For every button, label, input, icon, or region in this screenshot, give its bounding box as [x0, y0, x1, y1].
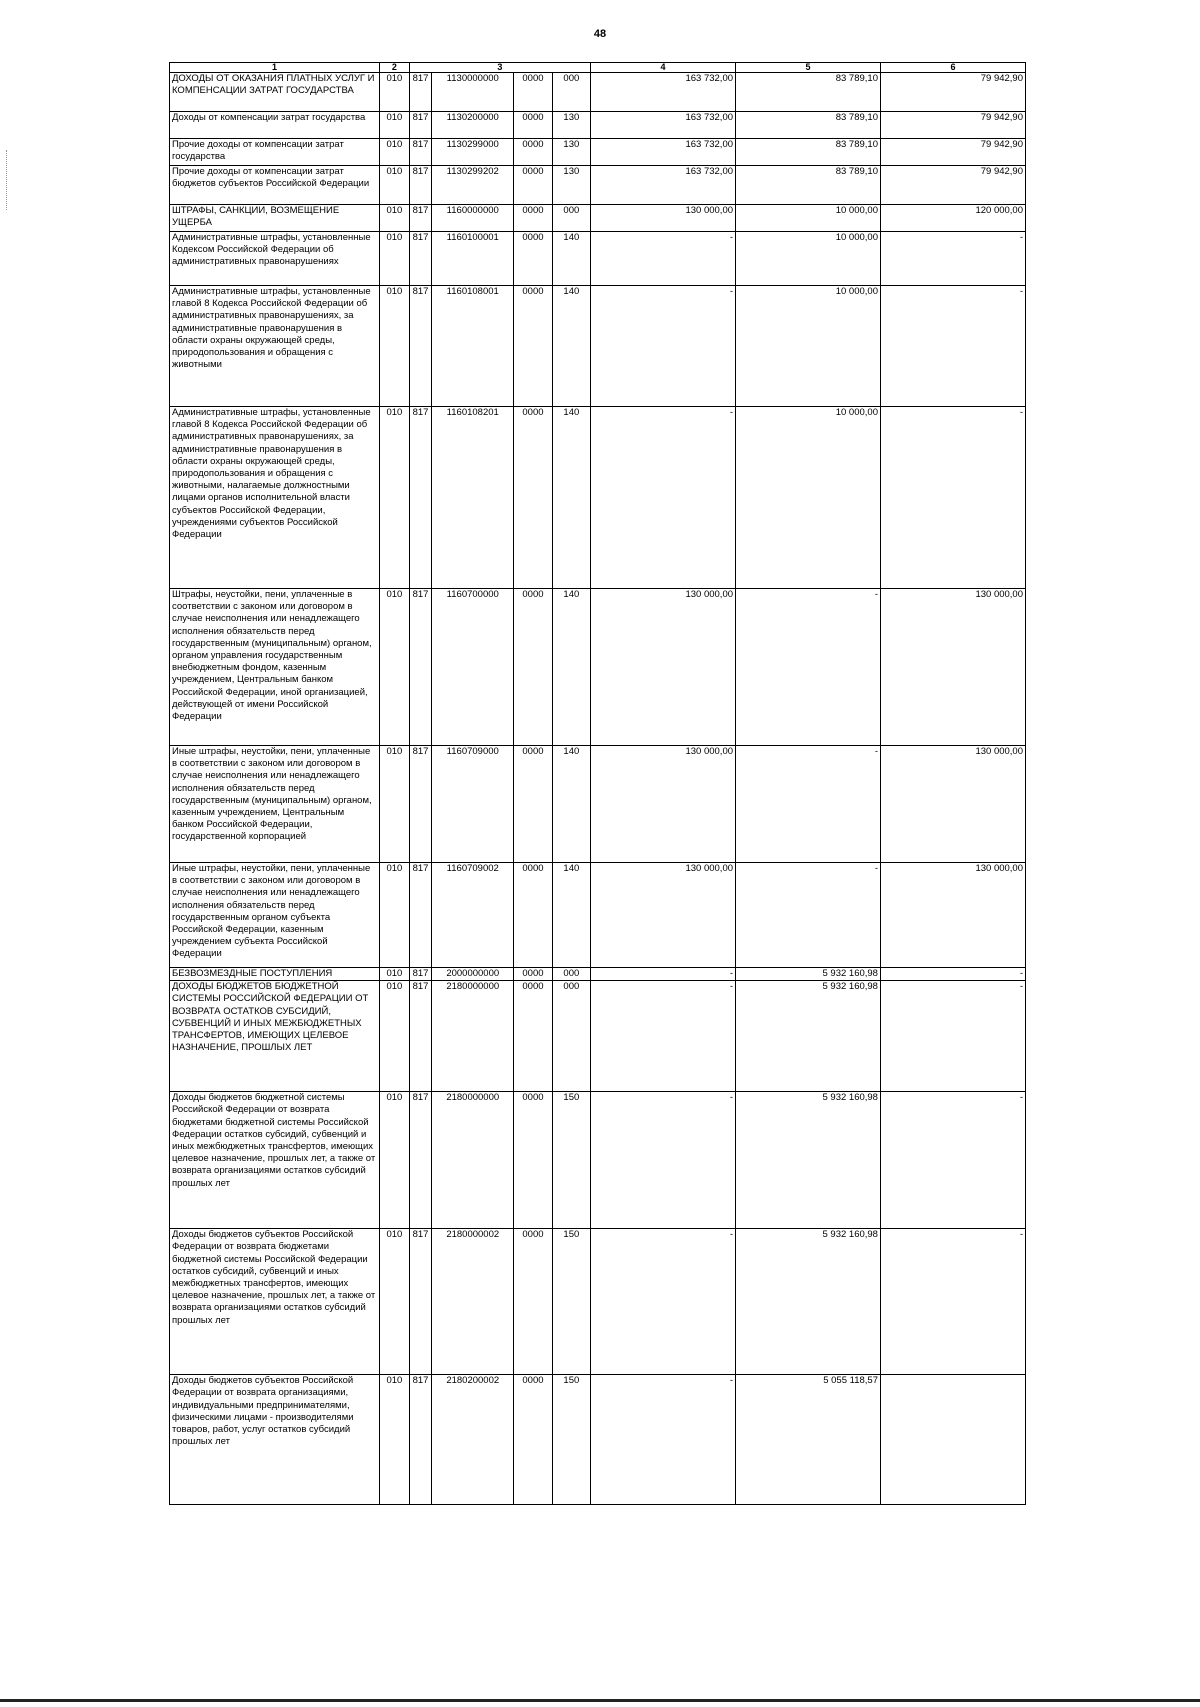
row-code-main: 1160108201 [432, 407, 514, 589]
row-code-main: 2180000000 [432, 981, 514, 1092]
row-code-a: 010 [379, 73, 409, 112]
row-value-col6: - [880, 407, 1025, 589]
row-name: ДОХОДЫ БЮДЖЕТОВ БЮДЖЕТНОЙ СИСТЕМЫ РОССИЙСКОЙ ФЕДЕРАЦИИ ОТ ВОЗВРАТА ОСТАТКОВ СУБСИДИЙ, СУБВЕНЦИЙ И ИНЫХ МЕЖБЮДЖЕТНЫХ ТРАНСФЕРТОВ, ИМЕЮЩИХ ЦЕЛЕВОЕ НАЗНАЧЕНИЕ, ПРОШЛЫХ ЛЕТ [170, 981, 380, 1092]
row-value-col5: 5 932 160,98 [736, 1229, 881, 1375]
row-value-col6: 130 000,00 [880, 589, 1025, 746]
row-code-b: 817 [409, 112, 431, 139]
row-value-col4: - [591, 1092, 736, 1229]
row-code-b: 817 [409, 1229, 431, 1375]
row-code-kind: 140 [552, 589, 590, 746]
row-value-col4: - [591, 1229, 736, 1375]
row-name: Прочие доходы от компенсации затрат бюджетов субъектов Российской Федерации [170, 166, 380, 205]
row-code-sub: 0000 [514, 407, 552, 589]
row-value-col5: - [736, 589, 881, 746]
row-code-a: 010 [379, 232, 409, 286]
row-value-col5: 5 932 160,98 [736, 981, 881, 1092]
row-code-main: 2180000002 [432, 1229, 514, 1375]
row-code-a: 010 [379, 589, 409, 746]
row-value-col4: - [591, 407, 736, 589]
row-name: БЕЗВОЗМЕЗДНЫЕ ПОСТУПЛЕНИЯ [170, 968, 380, 981]
row-value-col5: 10 000,00 [736, 286, 881, 407]
table-row [170, 589, 1026, 746]
row-code-a: 010 [379, 981, 409, 1092]
row-code-sub: 0000 [514, 863, 552, 968]
row-code-sub: 0000 [514, 205, 552, 232]
row-code-kind: 140 [552, 746, 590, 863]
row-code-a: 010 [379, 968, 409, 981]
row-code-b: 817 [409, 981, 431, 1092]
row-code-b: 817 [409, 968, 431, 981]
row-code-kind: 000 [552, 968, 590, 981]
row-code-b: 817 [409, 863, 431, 968]
row-value-col5: 5 932 160,98 [736, 1092, 881, 1229]
row-code-sub: 0000 [514, 589, 552, 746]
row-code-main: 2000000000 [432, 968, 514, 981]
column-header: 1 [170, 63, 380, 73]
row-name: Административные штрафы, установленные главой 8 Кодекса Российской Федерации об административных правонарушениях, за административные правонарушения в области охраны окружающей среды, природопользования и обращения с животными [170, 286, 380, 407]
row-value-col4: - [591, 981, 736, 1092]
row-value-col5: 83 789,10 [736, 73, 881, 112]
row-code-b: 817 [409, 166, 431, 205]
row-code-sub: 0000 [514, 968, 552, 981]
row-code-a: 010 [379, 746, 409, 863]
row-value-col4: - [591, 232, 736, 286]
row-code-main: 1130000000 [432, 73, 514, 112]
row-value-col6: - [880, 286, 1025, 407]
table-row [170, 746, 1026, 863]
row-code-main: 1160700000 [432, 589, 514, 746]
row-code-a: 010 [379, 112, 409, 139]
row-value-col6 [880, 1375, 1025, 1505]
row-code-b: 817 [409, 1092, 431, 1229]
bottom-rule [0, 1699, 1200, 1702]
row-value-col6: 130 000,00 [880, 863, 1025, 968]
row-code-b: 817 [409, 139, 431, 166]
row-name: Прочие доходы от компенсации затрат государства [170, 139, 380, 166]
row-value-col5: 83 789,10 [736, 112, 881, 139]
row-name: ДОХОДЫ ОТ ОКАЗАНИЯ ПЛАТНЫХ УСЛУГ И КОМПЕНСАЦИИ ЗАТРАТ ГОСУДАРСТВА [170, 73, 380, 112]
row-code-sub: 0000 [514, 1092, 552, 1229]
row-code-sub: 0000 [514, 1375, 552, 1505]
column-number-row [170, 63, 1026, 73]
row-value-col6: - [880, 981, 1025, 1092]
table-row [170, 863, 1026, 968]
row-value-col4: 163 732,00 [591, 112, 736, 139]
row-value-col6: 79 942,90 [880, 73, 1025, 112]
row-code-b: 817 [409, 746, 431, 863]
column-header: 2 [379, 63, 409, 73]
row-code-main: 1130299000 [432, 139, 514, 166]
row-value-col5: 10 000,00 [736, 232, 881, 286]
page-number: 48 [593, 28, 607, 40]
row-value-col5: 83 789,10 [736, 166, 881, 205]
row-value-col6: 79 942,90 [880, 139, 1025, 166]
row-name: Иные штрафы, неустойки, пени, уплаченные в соответствии с законом или договором в случае неисполнения или ненадлежащего исполнения обязательств перед государственным (муниципальным) органом, казенным учреждением, Центральным банком Российской Федерации, государственной корпорацией [170, 746, 380, 863]
row-code-main: 1160108001 [432, 286, 514, 407]
scan-margin-marks [6, 150, 10, 210]
row-name: Доходы бюджетов субъектов Российской Федерации от возврата организациями, индивидуальными предпринимателями, физическими лицами - производителями товаров, работ, услуг остатков субсидий прошлых лет [170, 1375, 380, 1505]
table-row [170, 968, 1026, 981]
revenue-table [169, 62, 1026, 1505]
row-code-kind: 000 [552, 981, 590, 1092]
row-code-kind: 000 [552, 73, 590, 112]
row-code-main: 1130200000 [432, 112, 514, 139]
row-value-col4: 163 732,00 [591, 73, 736, 112]
column-header: 6 [880, 63, 1025, 73]
row-code-sub: 0000 [514, 139, 552, 166]
table-row [170, 981, 1026, 1092]
row-code-kind: 140 [552, 407, 590, 589]
row-value-col6: 79 942,90 [880, 112, 1025, 139]
row-code-main: 1160000000 [432, 205, 514, 232]
row-code-a: 010 [379, 407, 409, 589]
row-value-col5: 10 000,00 [736, 407, 881, 589]
row-value-col4: 130 000,00 [591, 205, 736, 232]
row-name: Иные штрафы, неустойки, пени, уплаченные в соответствии с законом или договором в случае неисполнения или ненадлежащего исполнения обязательств перед государственным органом субъекта Российской Федерации, казенным учреждением субъекта Российской Федерации [170, 863, 380, 968]
row-code-a: 010 [379, 863, 409, 968]
row-code-a: 010 [379, 166, 409, 205]
row-name: Штрафы, неустойки, пени, уплаченные в соответствии с законом или договором в случае неисполнения или ненадлежащего исполнения обязательств перед государственным (муниципальным) органом, органом управления государственным внебюджетным фондом, казенным учреждением, Центральным банком Российской Федерации, иной организацией, действующей от имени Российской Федерации [170, 589, 380, 746]
row-code-kind: 150 [552, 1092, 590, 1229]
table-row [170, 232, 1026, 286]
row-name: Административные штрафы, установленные главой 8 Кодекса Российской Федерации об административных правонарушениях, за административные правонарушения в области охраны окружающей среды, природопользования и обращения с животными, налагаемые должностными лицами органов исполнительной власти субъектов Российской Федерации, учреждениями субъектов Российской Федерации [170, 407, 380, 589]
table-row [170, 1229, 1026, 1375]
row-name: Административные штрафы, установленные Кодексом Российской Федерации об административных правонарушениях [170, 232, 380, 286]
row-value-col5: 5 055 118,57 [736, 1375, 881, 1505]
row-code-kind: 140 [552, 232, 590, 286]
row-code-sub: 0000 [514, 232, 552, 286]
row-code-b: 817 [409, 407, 431, 589]
row-code-kind: 130 [552, 112, 590, 139]
row-value-col5: 10 000,00 [736, 205, 881, 232]
table-row [170, 166, 1026, 205]
row-code-kind: 150 [552, 1229, 590, 1375]
row-code-a: 010 [379, 1229, 409, 1375]
row-code-sub: 0000 [514, 286, 552, 407]
table-row [170, 112, 1026, 139]
row-code-sub: 0000 [514, 166, 552, 205]
row-code-main: 1160100001 [432, 232, 514, 286]
row-value-col6: - [880, 1092, 1025, 1229]
column-header: 4 [591, 63, 736, 73]
row-value-col6: 120 000,00 [880, 205, 1025, 232]
row-code-sub: 0000 [514, 112, 552, 139]
row-code-b: 817 [409, 286, 431, 407]
row-code-sub: 0000 [514, 1229, 552, 1375]
row-code-a: 010 [379, 205, 409, 232]
row-code-kind: 000 [552, 205, 590, 232]
row-name: ШТРАФЫ, САНКЦИИ, ВОЗМЕЩЕНИЕ УЩЕРБА [170, 205, 380, 232]
row-code-main: 1160709000 [432, 746, 514, 863]
row-code-kind: 140 [552, 286, 590, 407]
row-name: Доходы бюджетов бюджетной системы Российской Федерации от возврата бюджетами бюджетной системы Российской Федерации остатков субсидий, субвенций и иных межбюджетных трансфертов, имеющих целевое назначение, прошлых лет, а также от возврата организациями остатков субсидий прошлых лет [170, 1092, 380, 1229]
row-code-sub: 0000 [514, 746, 552, 863]
row-code-main: 2180200002 [432, 1375, 514, 1505]
table-row [170, 1092, 1026, 1229]
row-name: Доходы бюджетов субъектов Российской Федерации от возврата бюджетами бюджетной системы Российской Федерации остатков субсидий, субвенций и иных межбюджетных трансфертов, имеющих целевое назначение, прошлых лет, а также от возврата организациями остатков субсидий прошлых лет [170, 1229, 380, 1375]
row-value-col4: 130 000,00 [591, 863, 736, 968]
row-value-col4: - [591, 968, 736, 981]
row-value-col6: - [880, 232, 1025, 286]
column-header: 3 [409, 63, 590, 73]
row-code-kind: 130 [552, 166, 590, 205]
table-row [170, 205, 1026, 232]
table-row [170, 407, 1026, 589]
row-code-a: 010 [379, 286, 409, 407]
row-name: Доходы от компенсации затрат государства [170, 112, 380, 139]
row-value-col6: - [880, 1229, 1025, 1375]
row-value-col5: - [736, 863, 881, 968]
row-code-b: 817 [409, 73, 431, 112]
row-code-a: 010 [379, 139, 409, 166]
table-row [170, 73, 1026, 112]
row-code-kind: 150 [552, 1375, 590, 1505]
row-code-kind: 140 [552, 863, 590, 968]
table-row [170, 286, 1026, 407]
row-code-main: 1130299202 [432, 166, 514, 205]
row-value-col5: 83 789,10 [736, 139, 881, 166]
row-value-col4: 130 000,00 [591, 589, 736, 746]
row-value-col6: 79 942,90 [880, 166, 1025, 205]
column-header: 5 [736, 63, 881, 73]
row-value-col4: - [591, 286, 736, 407]
row-code-main: 2180000000 [432, 1092, 514, 1229]
row-code-b: 817 [409, 589, 431, 746]
row-value-col5: - [736, 746, 881, 863]
row-code-sub: 0000 [514, 981, 552, 1092]
row-code-sub: 0000 [514, 73, 552, 112]
row-code-a: 010 [379, 1092, 409, 1229]
row-code-a: 010 [379, 1375, 409, 1505]
row-code-b: 817 [409, 205, 431, 232]
row-value-col4: 163 732,00 [591, 166, 736, 205]
table-row [170, 1375, 1026, 1505]
row-value-col6: 130 000,00 [880, 746, 1025, 863]
row-code-main: 1160709002 [432, 863, 514, 968]
row-value-col5: 5 932 160,98 [736, 968, 881, 981]
row-value-col4: - [591, 1375, 736, 1505]
row-value-col4: 163 732,00 [591, 139, 736, 166]
row-value-col4: 130 000,00 [591, 746, 736, 863]
table-row [170, 139, 1026, 166]
row-code-b: 817 [409, 232, 431, 286]
row-code-b: 817 [409, 1375, 431, 1505]
row-code-kind: 130 [552, 139, 590, 166]
row-value-col6: - [880, 968, 1025, 981]
